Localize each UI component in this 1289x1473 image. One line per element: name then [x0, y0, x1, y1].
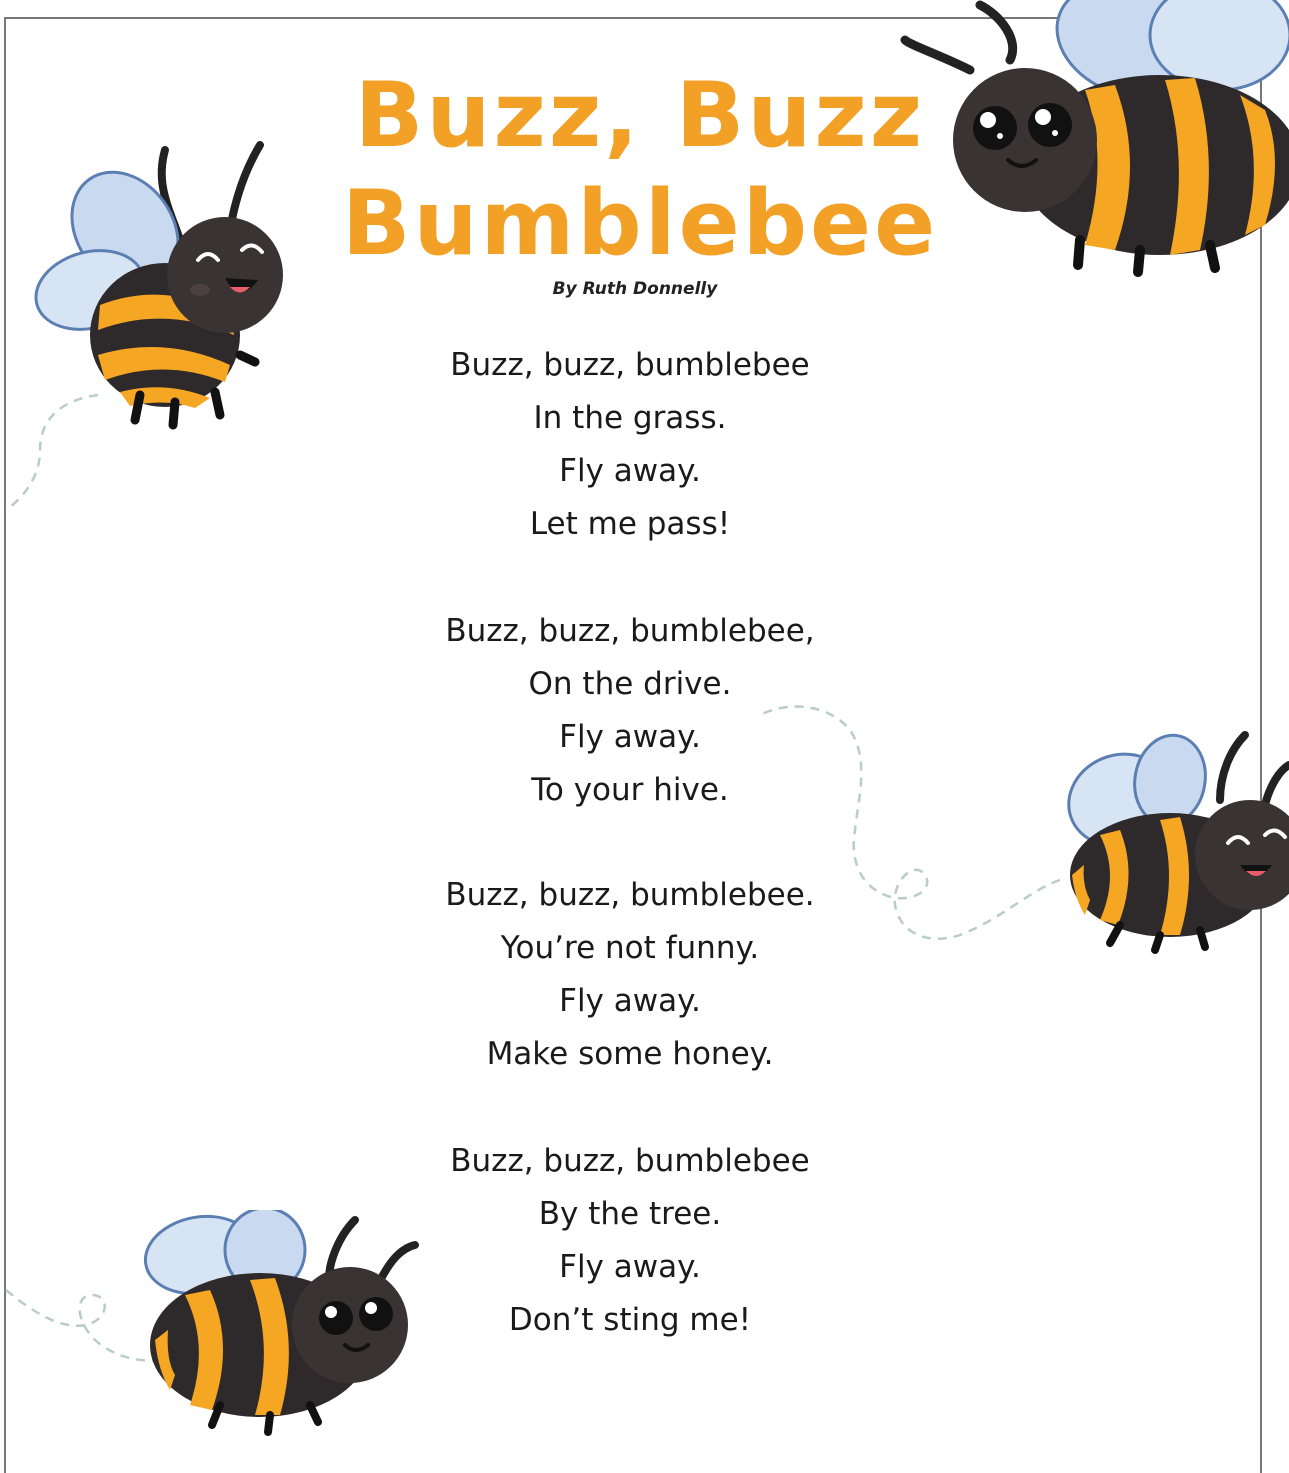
bee-icon [1060, 725, 1289, 955]
stanza-3 [380, 869, 880, 1081]
poem-line: You’re not funny. [500, 930, 760, 966]
poem-line: In the grass. [533, 400, 727, 436]
bee-icon [30, 130, 300, 430]
poem-line: Buzz, buzz, bumblebee, [445, 613, 815, 649]
flight-path-bottom-left [6, 1290, 160, 1360]
poem-line: Don’t sting me! [508, 1302, 752, 1338]
poem-line: Fly away. [559, 1249, 701, 1285]
stanza-1 [380, 339, 880, 551]
poem-line: Buzz, buzz, bumblebee [450, 347, 810, 383]
stanza-4 [380, 1135, 880, 1347]
poem-line: Fly away. [559, 983, 701, 1019]
bee-icon [140, 1210, 430, 1440]
title-line-1: Buzz, Buzz [354, 63, 926, 168]
poem-line: On the drive. [528, 666, 732, 702]
stanza-2 [380, 605, 880, 817]
poem-line: By the tree. [538, 1196, 722, 1232]
poem-line: Make some honey. [486, 1036, 774, 1072]
poem-line: Buzz, buzz, bumblebee [450, 1143, 810, 1179]
poem-line: To your hive. [531, 772, 729, 808]
poem-title [300, 62, 980, 278]
author-byline: By Ruth Donnelly [552, 279, 718, 299]
poem-line: Fly away. [559, 453, 701, 489]
poem-line: Buzz, buzz, bumblebee. [445, 877, 815, 913]
poem-line: Let me pass! [529, 506, 731, 542]
poem-line: Fly away. [559, 719, 701, 755]
page-border-left [4, 17, 6, 1473]
title-line-2: Bumblebee [341, 171, 939, 276]
bee-icon [900, 0, 1289, 280]
